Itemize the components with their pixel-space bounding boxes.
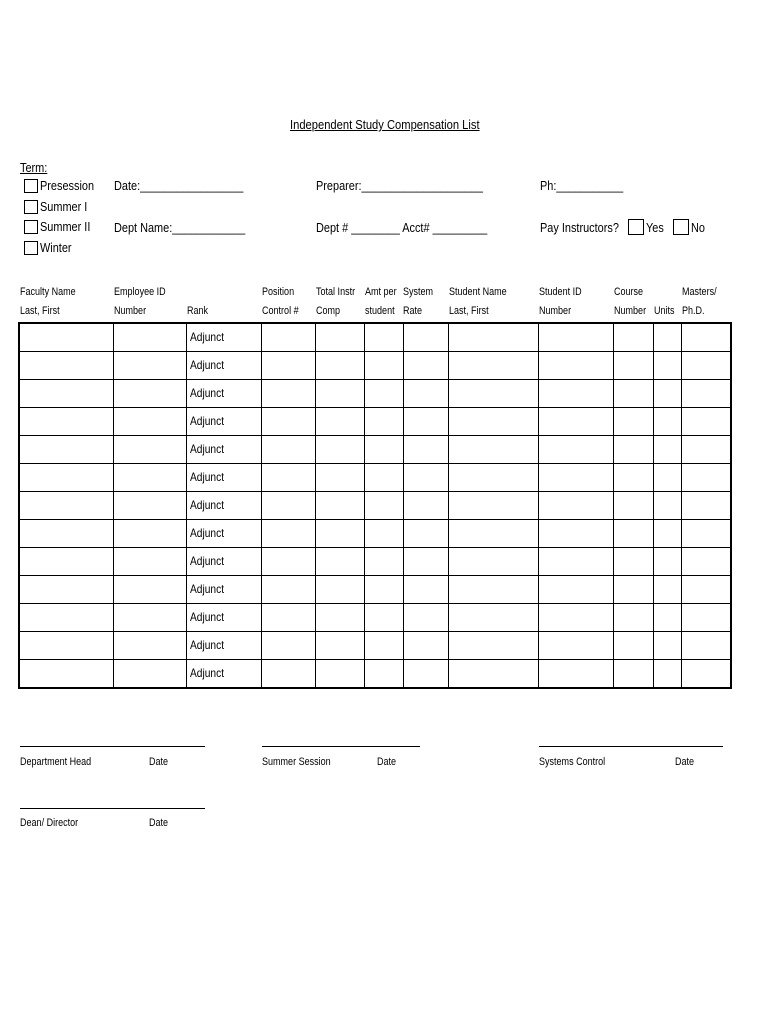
page-title: Independent Study Compensation List [290,117,480,132]
date-label: Date [149,756,169,768]
table-cell[interactable] [539,632,614,660]
table-cell[interactable] [262,660,316,689]
table-cell[interactable] [316,352,365,380]
term-option-label: Winter [40,240,72,255]
table-row [19,632,731,660]
signature-line[interactable] [20,746,205,747]
table-cell[interactable] [316,520,365,548]
table-cell[interactable] [365,548,404,576]
table-cell[interactable] [614,632,654,660]
date-label: Date [377,756,397,768]
checkbox[interactable] [24,220,38,234]
table-cell[interactable] [682,464,732,492]
column-header-line2: Number [614,305,647,317]
table-row [19,408,731,436]
signature-line[interactable] [262,746,420,747]
table-cell[interactable] [114,548,187,576]
rank-value: Adjunct [190,610,225,624]
table-cell[interactable] [449,464,539,492]
table-cell[interactable] [614,436,654,464]
table-cell[interactable] [654,380,682,408]
preparer-field[interactable]: Preparer:____________________ [316,178,483,193]
table-row [19,464,731,492]
table-cell[interactable] [404,632,449,660]
rank-value: Adjunct [190,442,225,456]
table-cell[interactable] [404,436,449,464]
compensation-table [18,322,732,689]
table-cell[interactable] [539,492,614,520]
table-cell[interactable] [539,323,614,352]
table-cell[interactable] [19,660,114,689]
table-cell[interactable] [187,436,262,464]
column-header-line2: Units [654,305,675,317]
table-cell[interactable] [682,548,732,576]
signature-line[interactable] [539,746,723,747]
checkbox[interactable] [24,200,38,214]
column-header-line1: Course [614,286,644,298]
table-cell[interactable] [19,464,114,492]
table-cell[interactable] [404,604,449,632]
table-cell[interactable] [187,660,262,689]
table-cell[interactable] [449,408,539,436]
term-option-winter[interactable] [24,240,78,255]
table-cell[interactable] [114,408,187,436]
table-cell[interactable] [614,660,654,689]
table-cell[interactable] [365,492,404,520]
table-cell[interactable] [19,408,114,436]
table-cell[interactable] [614,520,654,548]
column-header-line1: Total Instr [316,286,356,298]
term-label: Term: [20,160,48,175]
table-cell[interactable] [449,520,539,548]
table-cell[interactable] [262,436,316,464]
column-header-line2: Last, First [449,305,489,317]
table-cell[interactable] [262,632,316,660]
table-cell[interactable] [262,576,316,604]
table-cell[interactable] [262,520,316,548]
table-cell[interactable] [365,323,404,352]
systems-control-label: Systems Control [539,756,606,768]
table-cell[interactable] [316,436,365,464]
column-header-line2: student [365,305,395,317]
rank-value: Adjunct [190,414,225,428]
table-cell[interactable] [262,492,316,520]
table-cell[interactable] [316,408,365,436]
pay-no-option[interactable] [673,219,708,235]
table-cell[interactable] [539,548,614,576]
column-header-line2: Number [539,305,572,317]
term-option-label: Summer II [40,219,91,234]
table-cell[interactable] [614,464,654,492]
table-cell[interactable] [187,520,262,548]
table-cell[interactable] [539,576,614,604]
table-row [19,352,731,380]
table-cell[interactable] [187,576,262,604]
table-cell[interactable] [404,323,449,352]
table-cell[interactable] [114,520,187,548]
table-cell[interactable] [114,352,187,380]
table-cell[interactable] [404,408,449,436]
table-cell[interactable] [187,380,262,408]
table-cell[interactable] [365,408,404,436]
column-header-line1: Position [262,286,295,298]
table-cell[interactable] [404,352,449,380]
table-cell[interactable] [187,492,262,520]
table-row [19,660,731,689]
table-cell[interactable] [654,436,682,464]
table-cell[interactable] [114,464,187,492]
table-cell[interactable] [682,436,732,464]
rank-value: Adjunct [190,386,225,400]
table-cell[interactable] [365,380,404,408]
table-cell[interactable] [654,660,682,689]
table-cell[interactable] [404,380,449,408]
table-cell[interactable] [404,576,449,604]
table-cell[interactable] [449,576,539,604]
table-cell[interactable] [449,380,539,408]
table-cell[interactable] [614,408,654,436]
table-cell[interactable] [539,408,614,436]
table-cell[interactable] [187,548,262,576]
rank-value: Adjunct [190,666,225,680]
table-cell[interactable] [654,323,682,352]
table-cell[interactable] [262,408,316,436]
term-option-summer-1[interactable] [24,199,96,214]
rank-value: Adjunct [190,638,225,652]
table-cell[interactable] [682,408,732,436]
dept-acct-field[interactable]: Dept # ________ Acct# _________ [316,220,488,235]
column-header-line1: Employee ID [114,286,166,298]
table-cell[interactable] [404,548,449,576]
column-header-line2: Number [114,305,147,317]
table-cell[interactable] [654,520,682,548]
table-cell[interactable] [682,576,732,604]
table-cell[interactable] [654,632,682,660]
table-row [19,492,731,520]
table-cell[interactable] [262,352,316,380]
table-row [19,380,731,408]
term-option-label: Summer I [40,199,88,214]
table-cell[interactable] [449,604,539,632]
table-cell[interactable] [365,604,404,632]
rank-value: Adjunct [190,498,225,512]
table-cell[interactable] [19,436,114,464]
pay-yes-option[interactable] [628,219,667,235]
table-cell[interactable] [539,352,614,380]
table-cell[interactable] [365,576,404,604]
table-cell[interactable] [614,380,654,408]
table-cell[interactable] [262,380,316,408]
pay-yes-label: Yes [646,219,664,235]
table-cell[interactable] [365,352,404,380]
table-cell[interactable] [19,380,114,408]
table-cell[interactable] [614,352,654,380]
summer-session-label: Summer Session [262,756,331,768]
table-cell[interactable] [404,464,449,492]
table-cell[interactable] [449,323,539,352]
table-cell[interactable] [654,408,682,436]
table-cell[interactable] [19,520,114,548]
table-cell[interactable] [682,380,732,408]
table-cell[interactable] [316,604,365,632]
checkbox[interactable] [673,219,689,235]
table-cell[interactable] [114,436,187,464]
table-cell[interactable] [365,632,404,660]
table-row [19,576,731,604]
column-header-line1: Student ID [539,286,582,298]
term-option-presession[interactable] [24,178,104,193]
column-header-line2: Rank [187,305,209,317]
table-cell[interactable] [187,408,262,436]
rank-value: Adjunct [190,582,225,596]
table-cell[interactable] [316,632,365,660]
table-cell[interactable] [262,548,316,576]
table-cell[interactable] [682,632,732,660]
checkbox[interactable] [24,241,38,255]
phone-field[interactable]: Ph:___________ [540,178,624,193]
rank-value: Adjunct [190,358,225,372]
table-cell[interactable] [114,576,187,604]
dean-director-label: Dean/ Director [20,817,79,829]
table-cell[interactable] [614,323,654,352]
table-cell[interactable] [404,492,449,520]
pay-instructors-label: Pay Instructors? [540,220,619,235]
table-cell[interactable] [316,548,365,576]
signature-line[interactable] [20,808,205,809]
table-cell[interactable] [682,492,732,520]
table-cell[interactable] [682,660,732,689]
table-cell[interactable] [449,548,539,576]
column-header-line2: Ph.D. [682,305,705,317]
table-cell[interactable] [19,352,114,380]
table-row [19,323,731,352]
table-cell[interactable] [449,632,539,660]
table-cell[interactable] [316,576,365,604]
date-field[interactable]: Date:_________________ [114,178,244,193]
table-cell[interactable] [187,632,262,660]
table-cell[interactable] [539,380,614,408]
table-row [19,604,731,632]
table-cell[interactable] [539,660,614,689]
table-cell[interactable] [682,323,732,352]
table-cell[interactable] [654,492,682,520]
table-cell[interactable] [539,604,614,632]
table-cell[interactable] [614,492,654,520]
rank-value: Adjunct [190,470,225,484]
column-header-line1: System [403,286,434,298]
table-cell[interactable] [654,464,682,492]
table-cell[interactable] [262,323,316,352]
table-cell[interactable] [614,604,654,632]
table-row [19,436,731,464]
pay-no-label: No [691,219,705,235]
table-cell[interactable] [114,604,187,632]
table-cell[interactable] [654,352,682,380]
table-cell[interactable] [654,604,682,632]
table-cell[interactable] [19,323,114,352]
column-header-line2: Control # [262,305,299,317]
table-cell[interactable] [449,660,539,689]
table-cell[interactable] [654,576,682,604]
checkbox[interactable] [24,179,38,193]
table-cell[interactable] [449,492,539,520]
table-cell[interactable] [404,520,449,548]
table-cell[interactable] [262,604,316,632]
table-cell[interactable] [114,492,187,520]
column-header-line2: Comp [316,305,341,317]
table-cell[interactable] [449,436,539,464]
table-cell[interactable] [316,323,365,352]
table-cell[interactable] [539,436,614,464]
table-cell[interactable] [187,464,262,492]
table-cell[interactable] [682,520,732,548]
table-cell[interactable] [19,604,114,632]
column-header-line1: Faculty Name [20,286,76,298]
column-header-line1: Amt per [365,286,397,298]
table-cell[interactable] [19,548,114,576]
table-cell[interactable] [654,548,682,576]
table-cell[interactable] [316,660,365,689]
table-cell[interactable] [114,323,187,352]
column-header-line2: Last, First [20,305,60,317]
table-cell[interactable] [316,464,365,492]
term-option-summer-2[interactable] [24,219,100,234]
table-cell[interactable] [449,352,539,380]
table-cell[interactable] [316,492,365,520]
column-header-line1: Student Name [449,286,507,298]
table-cell[interactable] [19,492,114,520]
table-row [19,520,731,548]
dept-head-label: Department Head [20,756,92,768]
table-cell[interactable] [614,576,654,604]
table-cell[interactable] [614,548,654,576]
column-header-line1: Masters/ [682,286,717,298]
table-cell[interactable] [114,632,187,660]
table-cell[interactable] [19,632,114,660]
term-option-label: Presession [40,178,95,193]
column-header-line2: Rate [403,305,423,317]
table-cell[interactable] [262,464,316,492]
table-cell[interactable] [187,604,262,632]
table-cell[interactable] [316,380,365,408]
table-cell[interactable] [187,352,262,380]
table-cell[interactable] [187,323,262,352]
date-label: Date [149,817,169,829]
rank-value: Adjunct [190,330,225,344]
table-cell[interactable] [404,660,449,689]
rank-value: Adjunct [190,554,225,568]
date-label: Date [675,756,695,768]
table-cell[interactable] [682,352,732,380]
table-cell[interactable] [19,576,114,604]
table-cell[interactable] [682,604,732,632]
table-cell[interactable] [365,436,404,464]
table-row [19,548,731,576]
table-cell[interactable] [365,464,404,492]
checkbox[interactable] [628,219,644,235]
table-cell[interactable] [539,520,614,548]
table-cell[interactable] [365,660,404,689]
table-cell[interactable] [114,660,187,689]
dept-name-field[interactable]: Dept Name:____________ [114,220,246,235]
rank-value: Adjunct [190,526,225,540]
table-cell[interactable] [365,520,404,548]
table-cell[interactable] [539,464,614,492]
table-cell[interactable] [114,380,187,408]
